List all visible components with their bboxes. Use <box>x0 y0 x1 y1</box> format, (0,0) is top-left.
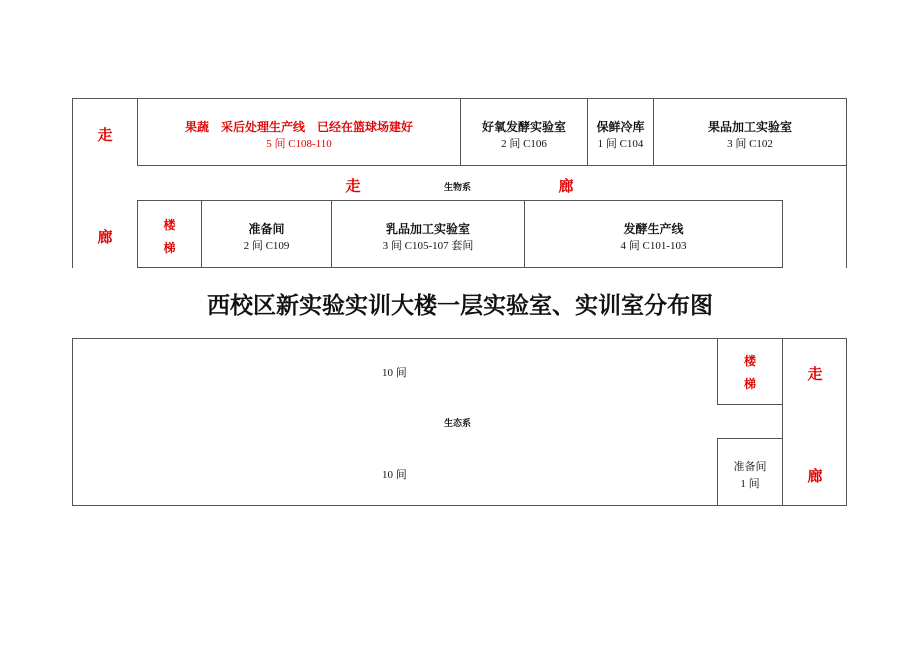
room-prep-floor1 <box>201 200 332 268</box>
room-name: 好氧发酵实验室 <box>481 120 566 134</box>
room-fermentation-line <box>524 200 783 268</box>
corridor-label-left-top: 走 <box>97 126 113 144</box>
stairs-label-bottom: 梯 <box>163 241 176 255</box>
stairs-floor2 <box>717 338 783 405</box>
room-detail: 2 间 C106 <box>501 138 547 150</box>
corridor-label-mid-right: 廊 <box>558 177 574 195</box>
room-fruit-veg-processing <box>137 98 461 166</box>
stairs-label-top: 楼 <box>163 218 176 232</box>
department-label-ecology: 生态系 <box>444 419 472 429</box>
corridor-label-left-bottom: 廊 <box>97 228 113 246</box>
department-label-biology: 生物系 <box>444 183 472 193</box>
corridor-label-right-top: 走 <box>807 365 823 383</box>
room-name: 果品加工实验室 <box>707 120 792 134</box>
stairs-floor1 <box>137 200 202 268</box>
room-fruit-product-processing <box>653 98 847 166</box>
room-detail: 1 间 <box>740 478 760 490</box>
room-name: 乳品加工实验室 <box>385 222 470 236</box>
room-detail: 3 间 C105-107 套间 <box>382 240 474 252</box>
room-detail: 2 间 C109 <box>243 240 290 252</box>
room-name: 果蔬 采后处理生产线 已经在篮球场建好 <box>184 120 413 134</box>
room-count-lower: 10 间 <box>382 469 407 481</box>
room-detail: 5 间 C108-110 <box>266 138 332 150</box>
stairs-label-bottom: 梯 <box>743 377 756 391</box>
room-aerobic-fermentation <box>460 98 588 166</box>
outer-right-border <box>846 338 847 506</box>
page-title: 西校区新实验实训大楼一层实验室、实训室分布图 <box>207 292 713 319</box>
room-name: 发酵生产线 <box>623 222 684 236</box>
room-name: 准备间 <box>733 461 767 473</box>
room-detail: 3 间 C102 <box>727 138 773 150</box>
room-prep-floor2 <box>717 438 783 506</box>
room-detail: 4 间 C101-103 <box>620 240 687 252</box>
room-detail: 1 间 C104 <box>597 138 644 150</box>
corridor-label-right-bottom: 廊 <box>807 467 823 485</box>
room-count-upper: 10 间 <box>382 367 407 379</box>
outer-left-border <box>72 338 73 506</box>
corridor-label-mid-left: 走 <box>345 177 361 195</box>
room-dairy-processing <box>331 200 525 268</box>
room-cold-storage <box>587 98 654 166</box>
outer-left-border <box>72 98 73 268</box>
room-name: 准备间 <box>248 222 285 236</box>
room-name: 保鲜冷库 <box>596 120 645 134</box>
stairs-label-top: 楼 <box>743 354 756 368</box>
